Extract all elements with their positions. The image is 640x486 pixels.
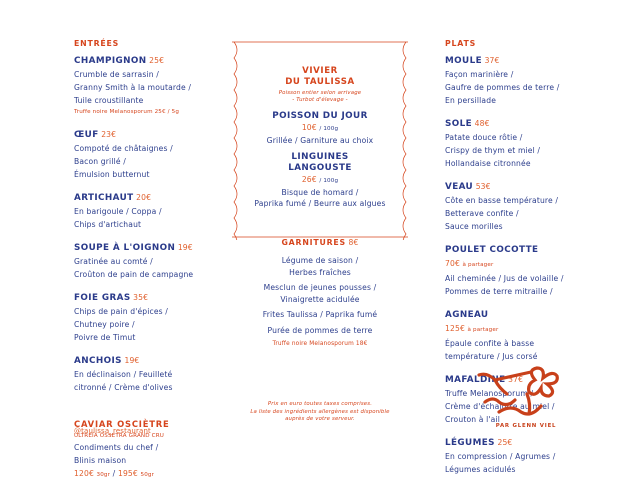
separator: / [112, 469, 116, 478]
vivier-item-price-row [232, 174, 408, 187]
menu-item-heading [74, 191, 224, 205]
menu-item [74, 54, 224, 118]
caviar-price-30: 120€ [74, 469, 94, 478]
footer-line: Prix en euro toutes taxes comprises. [267, 401, 373, 407]
menu-item-name: MAFALDINE [445, 375, 506, 385]
menu-item-description: Crumble de sarrasin / [74, 70, 159, 79]
section-title-garnitures: GARNITURES [281, 238, 346, 247]
menu-item-name: MOULE [445, 56, 482, 66]
menu-item-description: Légumes acidulés [445, 465, 516, 474]
vivier-item-description: Bisque de homard / [281, 188, 359, 197]
menu-item-price: 125€ [445, 324, 465, 333]
logo-caption: PAR GLENN VIEL [495, 423, 557, 429]
menu-item-description: Gaufre de pommes de terre / [445, 83, 560, 92]
vivier-item [232, 152, 408, 209]
menu-item-description: Truffe Melanosporum / [445, 389, 534, 398]
vivier-title: DU TAULISSA [285, 77, 355, 87]
menu-item-description: Granny Smith à la moutarde / [74, 83, 192, 92]
menu-item-price: 35€ [133, 293, 149, 302]
menu-item-name: ŒUF [74, 130, 99, 140]
garniture-line: Légume de saison / [281, 256, 359, 265]
menu-item-description: Bacon grillé / [74, 157, 126, 166]
menu-item-name: LÉGUMES [445, 438, 495, 448]
menu-item-description: Gratinée au comté / [74, 257, 153, 266]
menu-item-name: SOLE [445, 119, 473, 129]
vivier-subtitle: Poisson entier selon arrivage [278, 90, 362, 96]
menu-item-note: Truffe noire Melanosporum 25€ / 5g [74, 109, 180, 115]
vivier-item-unit: / 100g [319, 178, 339, 184]
vivier-item-price: 10€ [301, 123, 317, 132]
menu-item-description: Chips d'artichaut [74, 220, 142, 229]
menu-item-description: température / Jus corsé [445, 352, 538, 361]
menu-item-description: Patate douce rôtie / [445, 133, 523, 142]
garniture-line: Frites Taulissa / Paprika fumé [262, 310, 378, 319]
garniture-item [232, 282, 408, 305]
menu-item-description: Croûton de pain de campagne [74, 270, 194, 279]
menu-item-description: Côte en basse température / [445, 196, 559, 205]
menu-item-description: Émulsion butternut [74, 170, 150, 179]
menu-item-name: ANCHOIS [74, 356, 122, 366]
menu-item-description: citronné / Crème d'olives [74, 383, 173, 392]
caviar-line: Condiments du chef / [74, 443, 159, 452]
menu-item-description: En barigoule / Coppa / [74, 207, 162, 216]
vivier-item-unit: / 100g [319, 126, 339, 132]
vivier-section [232, 66, 408, 215]
menu-item-heading [74, 54, 224, 68]
section-title-plats: PLATS [445, 39, 477, 48]
caviar-line: Blinis maison [74, 456, 127, 465]
menu-item-name: FOIE GRAS [74, 293, 131, 303]
menu-item-name: AGNEAU [445, 310, 489, 320]
menu-item-price: 70€ [445, 259, 460, 268]
vivier-item-name: LANGOUSTE [288, 163, 352, 173]
menu-item-description: En déclinaison / Feuilleté [74, 370, 173, 379]
section-title-entrees: ENTRÉES [74, 39, 120, 48]
menu-item-price: 19€ [124, 356, 140, 365]
menu-item-description: Façon marinière / [445, 70, 514, 79]
share-label: à partager [462, 262, 494, 268]
garnitures-heading [232, 236, 408, 249]
vivier-subtitle: - Turbot d'élevage - [292, 97, 348, 103]
menu-item-description: Crispy de thym et miel / [445, 146, 541, 155]
caviar-price-50: 195€ [117, 469, 138, 478]
menu-item-price-row [445, 322, 605, 337]
garnitures-section [232, 236, 408, 348]
menu-item-description: Hollandaise citronnée [445, 159, 531, 168]
menu-item-description: Sauce morilles [445, 222, 503, 231]
garniture-line: Herbes fraîches [289, 267, 351, 277]
menu-item-name: ARTICHAUT [74, 193, 134, 203]
menu-item [445, 308, 605, 363]
menu-item-price: 25€ [149, 56, 165, 65]
menu-item-heading [74, 241, 224, 255]
menu-item-description: Betterave confite / [445, 209, 519, 218]
vivier-item-description: Grillée / Garniture au choix [266, 136, 374, 145]
caviar-subtitle: ULTREÏA OSSETRA GRAND CRU [74, 433, 164, 439]
menu-item-heading [74, 128, 224, 142]
menu-item-description: Crème d'échalotte au miel / [445, 402, 555, 411]
menu-item-description: Crouton à l'ail [445, 415, 500, 424]
menu-item-name: VEAU [445, 182, 474, 192]
menu-item-price: 37€ [508, 375, 524, 384]
menu-item-name: SOUPE À L'OIGNON [74, 243, 176, 253]
garniture-item [232, 325, 408, 337]
menu-item-description: Chips de pain d'épices / [74, 307, 169, 316]
menu-item-price: 19€ [177, 243, 193, 252]
menu-item-heading [445, 308, 605, 322]
menu-item-price: 53€ [475, 182, 491, 191]
menu-item [445, 180, 605, 233]
menu-item-heading [74, 291, 224, 305]
menu-item [445, 436, 605, 476]
instagram-handle[interactable]: @taulissa_restaurant [74, 427, 151, 435]
garniture-item [232, 309, 408, 321]
menu-item-description: Épaule confite à basse [445, 339, 535, 348]
menu-item-description: Tuile croustillante [74, 96, 144, 105]
vivier-item-name: LINGUINES [291, 152, 349, 162]
footer-line: La liste des ingrédients allergènes est disponible [250, 408, 390, 415]
vivier-item-name: POISSON DU JOUR [272, 111, 368, 121]
vivier-item-description: Paprika fumé / Beurre aux algues [254, 199, 386, 208]
caviar-qty-30: 30gr [96, 472, 111, 478]
menu-item [445, 243, 605, 298]
garniture-item [232, 255, 408, 278]
menu-item [445, 117, 605, 170]
menu-item-price: 48€ [474, 119, 490, 128]
menu-item-price: 20€ [136, 193, 152, 202]
menu-item [74, 241, 224, 281]
garniture-line: Mesclun de jeunes pousses / [263, 283, 377, 292]
footer-notes [232, 401, 408, 424]
vivier-item-price-row [232, 122, 408, 135]
garnitures-price: 8€ [348, 238, 359, 247]
menu-item-heading [445, 180, 605, 194]
menu-item-description: Compoté de châtaignes / [74, 144, 173, 153]
caviar-qty-50: 50gr [140, 472, 155, 478]
menu-item-heading [74, 354, 224, 368]
menu-item-price: 25€ [497, 438, 513, 447]
menu-item-name: CHAMPIGNON [74, 56, 147, 66]
menu-item-heading [445, 436, 605, 450]
vivier-item [232, 111, 408, 146]
menu-item-heading [445, 243, 605, 257]
menu-item-description: Poivre de Timut [74, 333, 136, 342]
entrees-column [74, 37, 224, 482]
caviar-prices [74, 467, 224, 482]
menu-item-description: Pommes de terre mitraille / [445, 287, 553, 296]
vivier-item-price: 26€ [301, 175, 317, 184]
share-label: à partager [467, 327, 499, 333]
menu-item-name: POULET COCOTTE [445, 245, 539, 255]
menu-item-price-row [445, 257, 605, 272]
menu-item [74, 291, 224, 344]
menu-item [74, 191, 224, 231]
menu-item-description: En persillade [445, 96, 497, 105]
menu-item [74, 128, 224, 181]
garniture-line: Purée de pommes de terre [267, 325, 373, 335]
garnitures-note: Truffe noire Melanosporum 18€ [272, 341, 368, 347]
menu-item [74, 354, 224, 394]
menu-item-price: 23€ [101, 130, 117, 139]
menu-item-description: Chutney poire / [74, 320, 135, 329]
flower-logo-icon [465, 362, 585, 424]
menu-item-heading [445, 117, 605, 131]
footer-line: auprès de votre serveur. [285, 416, 355, 422]
menu-item [445, 54, 605, 107]
garniture-line: Vinaigrette acidulée [280, 294, 360, 304]
section-title-caviar: CAVIAR OSCIÈTRE [74, 419, 170, 429]
menu-item-description: En compression / Agrumes / [445, 452, 556, 461]
menu-item-heading [445, 54, 605, 68]
menu-item-price: 37€ [484, 56, 500, 65]
menu-item-description: Ail cheminée / Jus de volaille / [445, 274, 564, 283]
vivier-title: VIVIER [302, 66, 338, 76]
